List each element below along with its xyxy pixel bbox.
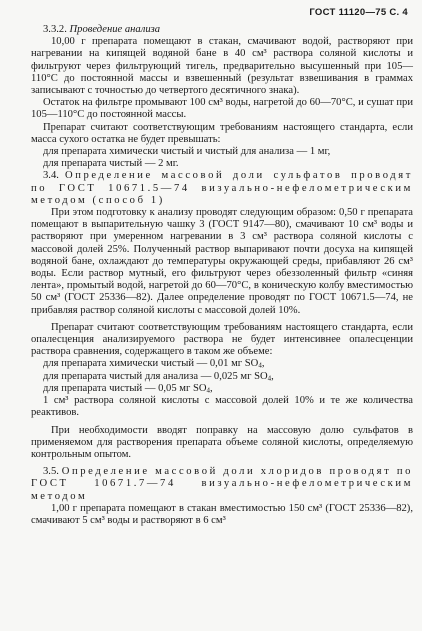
section-3-5-heading [31, 466, 413, 503]
section-number: 3.3.2. [43, 24, 67, 35]
paragraph: Препарат считают соответствующим требованиям настоящего стандарта, если опалесценция анализируемого раствора не будет интенсивнее опалесценции раствора сравнения, содержащего в таком же объеме: [31, 321, 413, 358]
section-3-3-2-heading [31, 24, 413, 36]
section-title: Проведение анализа [69, 24, 161, 35]
page-header: ГОСТ 11120—75 С. 4 [309, 7, 408, 18]
list-item: для препарата чистый — 0,05 мг $SO_4$, [43, 382, 213, 395]
section-title: Определение массовой доли хлоридов проводят по ГОСТ 10671.7—74 визуально-нефелометрическим методом [31, 466, 413, 502]
paragraph: 1,00 г препарата помещают в стакан вместимостью 150 см³ (ГОСТ 25336—82), смачивают 5 см³ воды и растворяют в 6 см³ [31, 502, 413, 526]
paragraph: 10,00 г препарата помещают в стакан, смачивают водой, растворяют при нагревании на кипящей водяной бане в 40 см³ раствора соляной кислоты и фильтруют через фильтрующий тигель, предварительно высушенный при 105—110°С до постоянной массы и взвешенный (результат взвешивания в граммах записывают с точностью до четвертого десятичного знака). [31, 36, 413, 97]
page-content [31, 24, 413, 527]
paragraph: Препарат считают соответствующим требованиям настоящего стандарта, если масса сухого остатка не будет превышать: [31, 121, 413, 145]
paragraph: При этом подготовку к анализу проводят следующим образом: 0,50 г препарата помещают в выпарительную чашку 3 (ГОСТ 9147—80), смачивают 10 см³ воды и растворяют при умеренном нагревании в 3 см³ раствора соляной кислоты с массовой долей 25%. Полученный раствор выпаривают почти досуха на кипящей водяной бане, охлаждают до температуры окружающей среды, прибавляют 26 см³ воды. Если раствор мутный, его фильтруют через обеззоленный фильтр «синяя лента», промытый водой, нагретой до 60—70°С, в коническую колбу вместимостью 50 см³ (ГОСТ 25336—82). Далее определение проводят по ГОСТ 10671.5—74, не прибавляя раствор соляной кислоты с массовой долей 10%. [31, 207, 413, 316]
section-number: 3.5. [43, 466, 59, 478]
section-number: 3.4. [43, 170, 59, 182]
section-3-4-heading [31, 170, 413, 207]
list-item: 1 см³ раствора соляной кислоты с массовой долей 10% и те же количества реактивов. [31, 395, 413, 419]
paragraph: Остаток на фильтре промывают 100 см³ воды, нагретой до 60—70°С, и сушат при 105—110°С до постоянной массы. [31, 97, 413, 121]
list-item: для препарата чистый — 2 мг. [43, 158, 179, 170]
list-item: для препарата химически чистый — 0,01 мг $SO_4$, [43, 358, 265, 370]
list-item: для препарата чистый для анализа — 0,025 мг $SO_4$, [43, 370, 274, 383]
section-title: Определение массовой доли сульфатов проводят по ГОСТ 10671.5—74 визуально-нефелометрическим методом (способ 1) [31, 170, 413, 206]
paragraph: При необходимости вводят поправку на массовую долю сульфатов в применяемом для растворения препарата объеме соляной кислоты, определяемую контрольным опытом. [31, 424, 413, 460]
list-item: для препарата химически чистый и чистый для анализа — 1 мг, [43, 146, 331, 158]
